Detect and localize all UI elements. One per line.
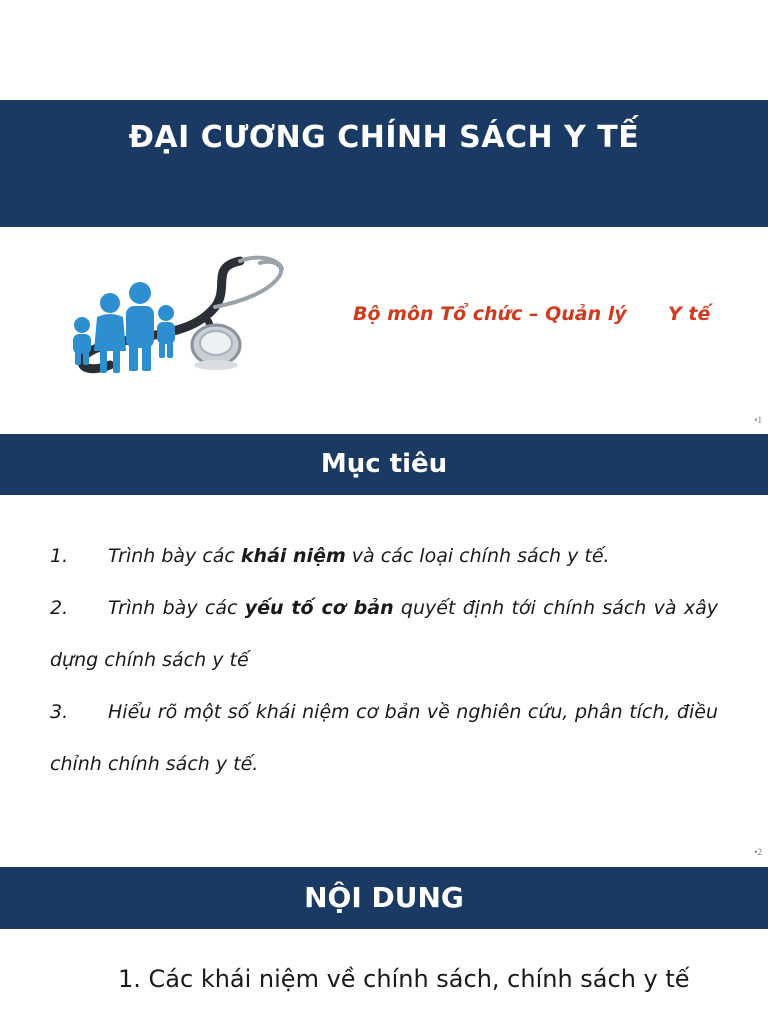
section-band-objectives bbox=[0, 434, 768, 495]
list-item: 1. Trình bày các khái niệm và các loại chính sách y tế. bbox=[50, 545, 610, 567]
title-band bbox=[0, 100, 768, 227]
stethoscope-family-graphic bbox=[40, 247, 320, 392]
department-name: Bộ môn Tổ chức – Quản lý bbox=[353, 303, 627, 325]
stethoscope-icon bbox=[82, 258, 282, 370]
list-item: 1. Các khái niệm về chính sách, chính sách y tế bbox=[118, 965, 690, 993]
slide-number: •1 bbox=[754, 415, 762, 425]
list-item: 3. Hiểu rõ một số khái niệm cơ bản về nghiên cứu, phân tích, điều chỉnh chính sách y tế. bbox=[50, 701, 718, 775]
section-band-content bbox=[0, 867, 768, 929]
health-family-illustration bbox=[40, 247, 320, 392]
list-item: 2. Trình bày các yếu tố cơ bản quyết định tới chính sách và xây dựng chính sách y tế bbox=[50, 597, 718, 671]
slide-number: •2 bbox=[754, 847, 762, 857]
department-name-suffix: Y tế bbox=[668, 303, 711, 325]
family-icon bbox=[73, 282, 175, 373]
objectives-list bbox=[50, 530, 718, 790]
section-title-content: NỘI DUNG bbox=[304, 881, 464, 914]
page-title: ĐẠI CƯƠNG CHÍNH SÁCH Y TẾ bbox=[128, 120, 640, 155]
section-title-objectives: Mục tiêu bbox=[320, 449, 448, 479]
